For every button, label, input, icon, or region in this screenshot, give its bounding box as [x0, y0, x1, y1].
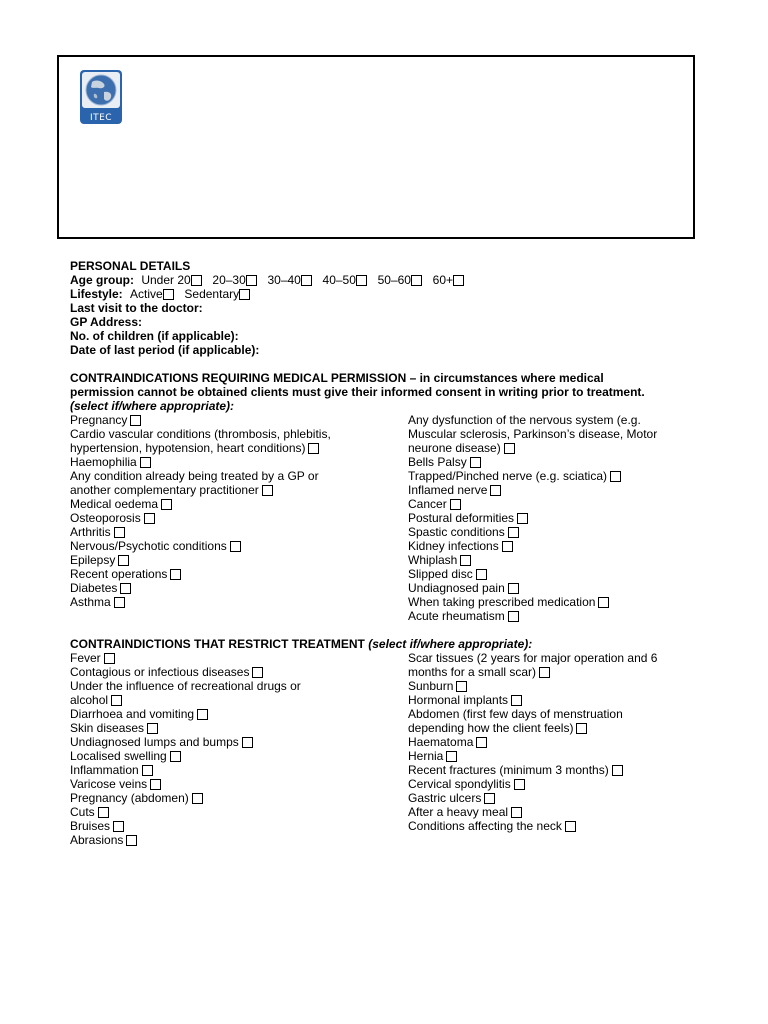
condition-label: Haemophilia [70, 455, 137, 469]
checkbox[interactable] [170, 751, 181, 762]
lifestyle-option-active[interactable] [130, 287, 174, 301]
condition-item[interactable] [70, 833, 408, 847]
condition-item[interactable] [70, 679, 408, 707]
condition-label: Gastric ulcers [408, 791, 482, 805]
lifestyle-label: Lifestyle: [70, 287, 123, 301]
condition-label: months for a small scar) [408, 665, 537, 679]
medical-conditions-left [70, 413, 408, 623]
checkbox[interactable] [612, 765, 623, 776]
condition-item[interactable] [70, 749, 408, 763]
condition-label: Hormonal implants [408, 693, 509, 707]
checkbox[interactable] [230, 541, 241, 552]
form-content [70, 259, 700, 847]
condition-item[interactable] [70, 805, 408, 819]
condition-item[interactable] [408, 679, 700, 693]
condition-label: Haematoma [408, 735, 474, 749]
checkbox[interactable] [197, 709, 208, 720]
restrict-treatment-heading-row [70, 637, 700, 651]
checkbox[interactable] [450, 499, 461, 510]
condition-label: Sunburn [408, 679, 454, 693]
condition-item[interactable] [70, 819, 408, 833]
checkbox[interactable] [456, 681, 467, 692]
checkbox[interactable] [301, 275, 312, 286]
condition-label: Medical oedema [70, 497, 159, 511]
restrict-conditions-left [70, 651, 408, 847]
condition-label: Nervous/Psychotic conditions [70, 539, 227, 553]
condition-item[interactable] [70, 427, 408, 455]
restrict-conditions-columns [70, 651, 700, 847]
condition-label: Any dysfunction of the nervous system (e.g. [408, 413, 641, 427]
condition-item[interactable] [408, 581, 700, 595]
checkbox[interactable] [150, 779, 161, 790]
checkbox[interactable] [130, 415, 141, 426]
condition-label: Muscular sclerosis, Parkinson’s disease, Motor [408, 427, 658, 441]
condition-item[interactable] [408, 413, 700, 455]
checkbox[interactable] [411, 275, 422, 286]
condition-label: Pregnancy (abdomen) [70, 791, 189, 805]
checkbox[interactable] [484, 793, 495, 804]
checkbox[interactable] [502, 541, 513, 552]
age-option-label: 30–40 [267, 273, 301, 287]
checkbox[interactable] [144, 513, 155, 524]
condition-label: Diarrhoea and vomiting [70, 707, 195, 721]
checkbox[interactable] [490, 485, 501, 496]
checkbox[interactable] [114, 597, 125, 608]
checkbox[interactable] [308, 443, 319, 454]
checkbox[interactable] [114, 527, 125, 538]
age-option-40-50[interactable] [319, 273, 367, 287]
condition-label: Cuts [70, 805, 95, 819]
condition-item[interactable] [70, 581, 408, 595]
checkbox[interactable] [356, 275, 367, 286]
condition-item[interactable] [408, 483, 700, 497]
logo-text: ITEC [89, 113, 113, 123]
condition-label: another complementary practitioner [70, 483, 259, 497]
header-box [57, 55, 695, 239]
condition-item[interactable] [408, 553, 700, 567]
checkbox[interactable] [126, 835, 137, 846]
condition-label: Cardio vascular conditions (thrombosis, phlebitis, [70, 427, 331, 441]
checkbox[interactable] [576, 723, 587, 734]
checkbox[interactable] [508, 583, 519, 594]
condition-label: After a heavy meal [408, 805, 509, 819]
checkbox[interactable] [508, 611, 519, 622]
checkbox[interactable] [565, 821, 576, 832]
condition-item[interactable] [408, 693, 700, 707]
condition-label: Epilepsy [70, 553, 116, 567]
condition-label: Whiplash [408, 553, 458, 567]
condition-item[interactable] [408, 707, 700, 735]
checkbox[interactable] [517, 513, 528, 524]
condition-label: Recent operations [70, 567, 168, 581]
age-group-row [70, 273, 700, 287]
condition-label: Acute rheumatism [408, 609, 505, 623]
condition-item[interactable] [70, 525, 408, 539]
condition-item[interactable] [70, 721, 408, 735]
restrict-treatment-heading: CONTRAINDICTIONS THAT RESTRICT TREATMENT [70, 637, 365, 651]
condition-label: Postural deformities [408, 511, 515, 525]
condition-label: Slipped disc [408, 567, 473, 581]
lifestyle-option-sedentary[interactable] [181, 287, 250, 301]
condition-label: alcohol [70, 693, 109, 707]
condition-label: Under the influence of recreational drugs or [70, 679, 301, 693]
age-option-60-plus[interactable] [429, 273, 464, 287]
age-group-label: Age group: [70, 273, 134, 287]
checkbox[interactable] [111, 695, 122, 706]
gp-address-field: GP Address: [70, 315, 143, 329]
condition-label: Arthritis [70, 525, 111, 539]
condition-label: Undiagnosed lumps and bumps [70, 735, 239, 749]
condition-item[interactable] [70, 511, 408, 525]
condition-item[interactable] [70, 497, 408, 511]
checkbox[interactable] [511, 695, 522, 706]
condition-item[interactable] [70, 651, 408, 665]
condition-label: Bruises [70, 819, 111, 833]
itec-globe-logo-icon [80, 70, 122, 124]
condition-item[interactable] [408, 609, 700, 623]
age-option-50-60[interactable] [374, 273, 422, 287]
condition-item[interactable] [408, 749, 700, 763]
condition-label: Kidney infections [408, 539, 499, 553]
condition-item[interactable] [408, 805, 700, 819]
condition-label: Fever [70, 651, 101, 665]
condition-item[interactable] [70, 469, 408, 497]
age-option-label: 40–50 [322, 273, 356, 287]
condition-item[interactable] [408, 819, 700, 833]
last-period-field: Date of last period (if applicable): [70, 343, 260, 357]
checkbox[interactable] [262, 485, 273, 496]
condition-label: Trapped/Pinched nerve (e.g. sciatica) [408, 469, 607, 483]
condition-label: Hernia [408, 749, 444, 763]
condition-label: Varicose veins [70, 777, 148, 791]
lifestyle-row [70, 287, 700, 301]
condition-label: Inflammation [70, 763, 139, 777]
condition-item[interactable] [408, 469, 700, 483]
condition-label: Pregnancy [70, 413, 128, 427]
condition-label: Bells Palsy [408, 455, 467, 469]
condition-item[interactable] [408, 735, 700, 749]
checkbox[interactable] [252, 667, 263, 678]
checkbox[interactable] [191, 275, 202, 286]
condition-label: Inflamed nerve [408, 483, 488, 497]
checkbox[interactable] [170, 569, 181, 580]
condition-label: Skin diseases [70, 721, 145, 735]
checkbox[interactable] [163, 289, 174, 300]
checkbox[interactable] [511, 807, 522, 818]
condition-label: Diabetes [70, 581, 118, 595]
condition-item[interactable] [408, 595, 700, 609]
condition-item[interactable] [70, 455, 408, 469]
age-option-under-20[interactable] [141, 273, 201, 287]
condition-item[interactable] [70, 665, 408, 679]
condition-label: Cervical spondylitis [408, 777, 511, 791]
checkbox[interactable] [118, 555, 129, 566]
checkbox[interactable] [192, 793, 203, 804]
condition-item[interactable] [408, 567, 700, 581]
age-option-20-30[interactable] [209, 273, 257, 287]
checkbox[interactable] [120, 583, 131, 594]
condition-item[interactable] [70, 707, 408, 721]
checkbox[interactable] [147, 723, 158, 734]
condition-item[interactable] [408, 525, 700, 539]
condition-item[interactable] [70, 763, 408, 777]
checkbox[interactable] [460, 555, 471, 566]
checkbox[interactable] [161, 499, 172, 510]
checkbox[interactable] [598, 597, 609, 608]
condition-item[interactable] [408, 763, 700, 777]
condition-item[interactable] [408, 539, 700, 553]
checkbox[interactable] [104, 653, 115, 664]
condition-item[interactable] [408, 651, 700, 679]
checkbox[interactable] [446, 751, 457, 762]
lifestyle-option-label: Active [130, 287, 163, 301]
condition-label: Asthma [70, 595, 111, 609]
condition-label: Conditions affecting the neck [408, 819, 562, 833]
condition-label: Recent fractures (minimum 3 months) [408, 763, 609, 777]
condition-label: Contagious or infectious diseases [70, 665, 250, 679]
children-field: No. of children (if applicable): [70, 329, 239, 343]
checkbox[interactable] [453, 275, 464, 286]
condition-label: Undiagnosed pain [408, 581, 505, 595]
checkbox[interactable] [470, 457, 481, 468]
age-option-label: 60+ [432, 273, 454, 287]
condition-label: Cancer [408, 497, 447, 511]
condition-label: Abdomen (first few days of menstruation [408, 707, 623, 721]
checkbox[interactable] [142, 765, 153, 776]
checkbox[interactable] [476, 569, 487, 580]
condition-item[interactable] [70, 413, 408, 427]
checkbox[interactable] [246, 275, 257, 286]
age-option-label: 20–30 [212, 273, 246, 287]
age-option-label: Under 20 [141, 273, 191, 287]
medical-conditions-columns [70, 413, 700, 623]
condition-item[interactable] [408, 791, 700, 805]
checkbox[interactable] [113, 821, 124, 832]
checkbox[interactable] [476, 737, 487, 748]
condition-item[interactable] [70, 567, 408, 581]
medical-permission-heading-line2: permission cannot be obtained clients must give their informed consent in writing prior to treatment. [70, 385, 645, 399]
checkbox[interactable] [508, 527, 519, 538]
restrict-select-note: (select if/where appropriate): [368, 637, 533, 651]
condition-label: neurone disease) [408, 441, 501, 455]
condition-item[interactable] [408, 497, 700, 511]
checkbox[interactable] [239, 289, 250, 300]
medical-permission-heading: CONTRAINDICATIONS REQUIRING MEDICAL PERMISSION – in circumstances where medical [70, 371, 604, 385]
condition-label: When taking prescribed medication [408, 595, 596, 609]
age-option-label: 50–60 [377, 273, 411, 287]
condition-label: Osteoporosis [70, 511, 141, 525]
condition-item[interactable] [70, 539, 408, 553]
condition-item[interactable] [408, 511, 700, 525]
checkbox[interactable] [504, 443, 515, 454]
condition-label: depending how the client feels) [408, 721, 574, 735]
condition-item[interactable] [70, 735, 408, 749]
condition-label: hypertension, hypotension, heart conditions) [70, 441, 306, 455]
condition-item[interactable] [70, 777, 408, 791]
condition-item[interactable] [70, 595, 408, 609]
condition-item[interactable] [70, 553, 408, 567]
condition-label: Scar tissues (2 years for major operation and 6 [408, 651, 658, 665]
medical-conditions-right [408, 413, 700, 623]
personal-details-heading: PERSONAL DETAILS [70, 259, 191, 273]
condition-label: Spastic conditions [408, 525, 505, 539]
checkbox[interactable] [242, 737, 253, 748]
condition-label: Abrasions [70, 833, 124, 847]
condition-label: Localised swelling [70, 749, 167, 763]
condition-item[interactable] [70, 791, 408, 805]
lifestyle-option-label: Sedentary [184, 287, 240, 301]
medical-select-note: (select if/where appropriate): [70, 399, 235, 413]
checkbox[interactable] [140, 457, 151, 468]
checkbox[interactable] [610, 471, 621, 482]
last-visit-field: Last visit to the doctor: [70, 301, 203, 315]
checkbox[interactable] [539, 667, 550, 678]
condition-item[interactable] [408, 777, 700, 791]
condition-label: Any condition already being treated by a GP or [70, 469, 319, 483]
age-option-30-40[interactable] [264, 273, 312, 287]
checkbox[interactable] [514, 779, 525, 790]
checkbox[interactable] [98, 807, 109, 818]
condition-item[interactable] [408, 455, 700, 469]
restrict-conditions-right [408, 651, 700, 847]
